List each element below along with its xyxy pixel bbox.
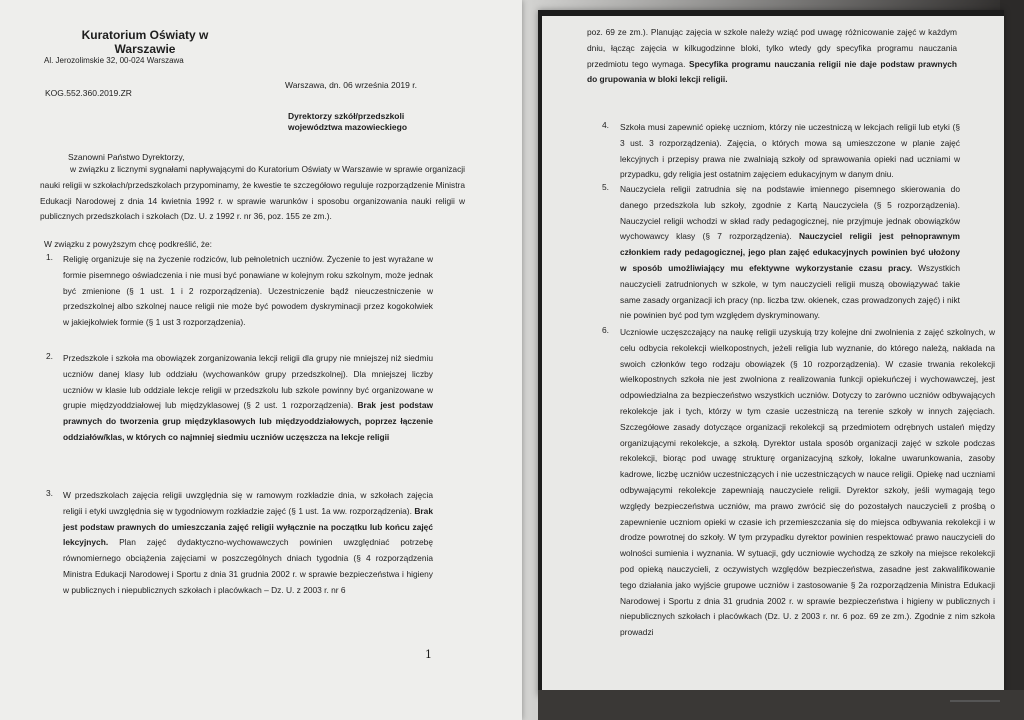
item-2-text (63, 351, 433, 446)
scan-mark (950, 700, 1000, 702)
intro-paragraph: w związku z licznymi sygnałami napływającymi do Kuratorium Oświaty w Warszawie w sprawie organizacji nauki religii w szkołach/przedszkolach przypominamy, że kwestie te szczegółowo reguluje rozporządzenie Ministra Edukacji Narodowej z dnia 14 kwietnia 1992 r. w sprawie warunków i sposobu organizowania nauki religii w publicznych przedszkolach i szkołach (Dz. U. z 1992 r. nr 36, poz. 155 ze zm.). (40, 164, 465, 222)
recipient: Dyrektorzy szkół/przedszkoli województwa mazowieckiego (288, 111, 408, 132)
organization-address: Al. Jerozolimskie 32, 00-024 Warszawa (44, 56, 184, 65)
item-5-text (620, 182, 960, 324)
lead-sentence: W związku z powyższym chcę podkreślić, że: (44, 239, 213, 249)
item-number: 1. (46, 252, 53, 262)
continuation-bold: Specyfika programu nauczania religii nie daje podstaw prawnych do grupowania w bloki lekcji religii. (587, 58, 958, 85)
item-5-tail: Wszystkich nauczycieli zatrudnionych w szkole, w tym nauczycieli religii muszą obowiązywać takie same zasady organizacji ich pracy (np. liczba tzw. okienek, czas prowadzonych zajęć) i nikt nie powinien być pod tym względem dyskryminowany. (620, 262, 960, 321)
continuation-plain: poz. 69 ze zm.). Planując zajęcia w szkole należy wziąć pod uwagę różnicowanie zajęć w każdym dniu, łącząc zajęcia w kilkugodzinne bloki, tylko wtedy gdy specyfika programu nauczania przedmiotu tego wymaga. (587, 27, 957, 69)
organization-name: Kuratorium Oświaty w Warszawie (81, 28, 209, 56)
page-number: 1 (425, 648, 432, 661)
item-2-bold: Brak jest podstaw prawnych do tworzenia grup międzyklasowych lub międzyoddziałowych, poprzez łączenie oddziałów/klas, w których co najmniej siedmiu uczniów uczęszcza na lekcje religii (63, 400, 434, 442)
salutation: Szanowni Państwo Dyrektorzy, (68, 152, 185, 162)
item-number: 5. (602, 182, 609, 192)
continuation-paragraph (587, 25, 957, 88)
item-3-bold: Brak jest podstaw prawnych do umieszczania zajęć religii wyłącznie na początku lub końcu zajęć lekcyjnych. (63, 505, 433, 548)
item-number: 3. (46, 488, 53, 498)
item-number: 6. (602, 325, 609, 335)
item-3-tail: Plan zajęć dydaktyczno-wychowawczych powinien uwzględniać potrzebę równomiernego obciążenia zajęciami w poszczególnych dniach tygodnia (§ 4 rozporządzenia Ministra Edukacji Narodowej i Sportu z dnia 31 grudnia 2002 r. w sprawie bezpieczeństwa i higieny w publicznych i niepublicznych szkołach i placówkach – Dz. U. z 2003 r. nr 6 (63, 537, 433, 595)
item-6-text: Uczniowie uczęszczający na naukę religii uzyskują trzy kolejne dni zwolnienia z zajęć szkolnych, w celu odbycia rekolekcji wielkopostnych, jeżeli religia lub wyznanie, do którego należą, nakłada na swoich członków tego rodzaju obowiązek (§ 10 rozporządzenia). W czasie trwania rekolekcji wielkopostnych szkoła nie jest zwolniona z realizowania funkcji opiekuńczej i wychowawczej, jest odpowiedzialna za bezpieczeństwo wszystkich uczniów. Dotyczy to zarówno uczniów odbywających rekolekcje jak i tych, którzy w tym czasie uczestniczą na terenie szkoły w innych zajęciach. Szczegółowe zasady dotyczące organizacji rekolekcji są przedmiotem odrębnych ustaleń między organizującymi rekolekcje, a szkołą. Dyrektor ustala sposób organizacji zajęć w szkole podczas rekolekcji, biorąc pod uwagę strukturę organizacyjną szkoły, lokalne uwarunkowania, zasoby kadrowe, liczbę uczniów uczestniczących i nie uczestniczących w nauce religii. Opiekę nad uczniami odbywającymi rekolekcje zapewniają nauczyciele religii. Dyrektor szkoły, jeśli wymagają tego względy bezpieczeństwa uczniów, ma prawo zwrócić się do pozostałych nauczycieli z prośbą o zapewnienie uczniom opieki w czasie ich przemieszczania się do miejsca odbywania rekolekcji i w drodze powrotnej do szkoły. W tym przypadku dyrektor powinien respektować prawo nauczycieli do wolności sumienia i wyznania. W sytuacji, gdy uczniowie wychodzą ze szkoły na miejsce rekolekcji pod opieką nauczycieli, z oczywistych względów bezpieczeństwa, zasadne jest zakwalifikowanie tego działania jako wyjście grupowe uczniów i zastosowanie § 2a rozporządzenia Ministra Edukacji Narodowej i Sportu z dnia 31 grudnia 2002 r. w sprawie bezpieczeństwa i higieny w publicznych i niepublicznych szkołach i placówkach (Dz. U. z 2003 r. nr. 6 poz. 69 ze zm.). Zgodnie z nim szkoła prowadzi (620, 327, 995, 638)
item-2-plain: Przedszkole i szkoła ma obowiązek zorganizowania lekcji religii dla grupy nie mniejszej niż siedmiu uczniów danej klasy lub oddziału (wychowanków grupy przedszkolnej). Dla mniejszej liczby uczniów w klasie lub oddziale lekcje religii w przedszkolu lub szkole powinny być organizowane w grupie międzyoddziałowej lub międzyklasowej (§ 2 ust. 1 rozporządzenia). (63, 353, 433, 411)
item-5-plain: Nauczyciela religii zatrudnia się na podstawie imiennego pisemnego skierowania do danego przedszkola lub szkoły, zgodnie z Kartą Nauczyciela (§ 5 rozporządzenia). Nauczyciel religii wchodzi w skład rady pedagogicznej, nie przyjmuje jednak obowiązków wychowawcy klasy (§ 7 rozporządzenia). (620, 184, 960, 242)
item-5-bold: Nauczyciel religii jest pełnoprawnym członkiem rady pedagogicznej, jego plan zajęć edukacyjnych powinien być ułożony w sposób umożliwiający mu efektywne wykorzystanie czasu pracy. (620, 231, 960, 273)
item-number: 4. (602, 120, 609, 130)
reference-number: KOG.552.360.2019.ZR (45, 88, 132, 98)
item-1-text: Religię organizuje się na życzenie rodziców, lub pełnoletnich uczniów. Życzenie to jest wyrażane w formie pisemnego oświadczenia i nie musi być ponawiane w kolejnym roku szkolnym, może jednak być zmienione (§ 1 ust. 1 i 2 rozporządzenia). Uczestniczenie bądź nieuczestniczenie w przedszkolnej albo szkolnej nauce religii nie może być powodem dyskryminacji przez kogokolwiek w jakiejkolwiek formie (§ 1 ust 3 rozporządzenia). (63, 254, 433, 328)
item-3-text (63, 488, 433, 599)
item-number: 2. (46, 351, 53, 361)
background-strip (538, 690, 1024, 720)
item-4-text: Szkoła musi zapewnić opiekę uczniom, którzy nie uczestniczą w lekcjach religii lub etyki (§ 3 ust. 3 rozporządzenia). Zajęcia, o których mowa są umieszczone w planie zajęć lekcyjnych i przepisy prawa nie zwalniają szkoły od sprawowania opieki nad uczniami w przypadku, gdy religia jest ostatnim zajęciem edukacyjnym w danym dniu. (620, 122, 960, 180)
letter-date: Warszawa, dn. 06 września 2019 r. (285, 80, 417, 90)
item-3-plain: W przedszkolach zajęcia religii uwzględnia się w ramowym rozkładzie dnia, w szkołach zajęcia religii i etyki uwzględnia się w tygodniowym rozkładzie zajęć (§ 1 ust. 1a ww. rozporządzenia). (63, 490, 433, 516)
